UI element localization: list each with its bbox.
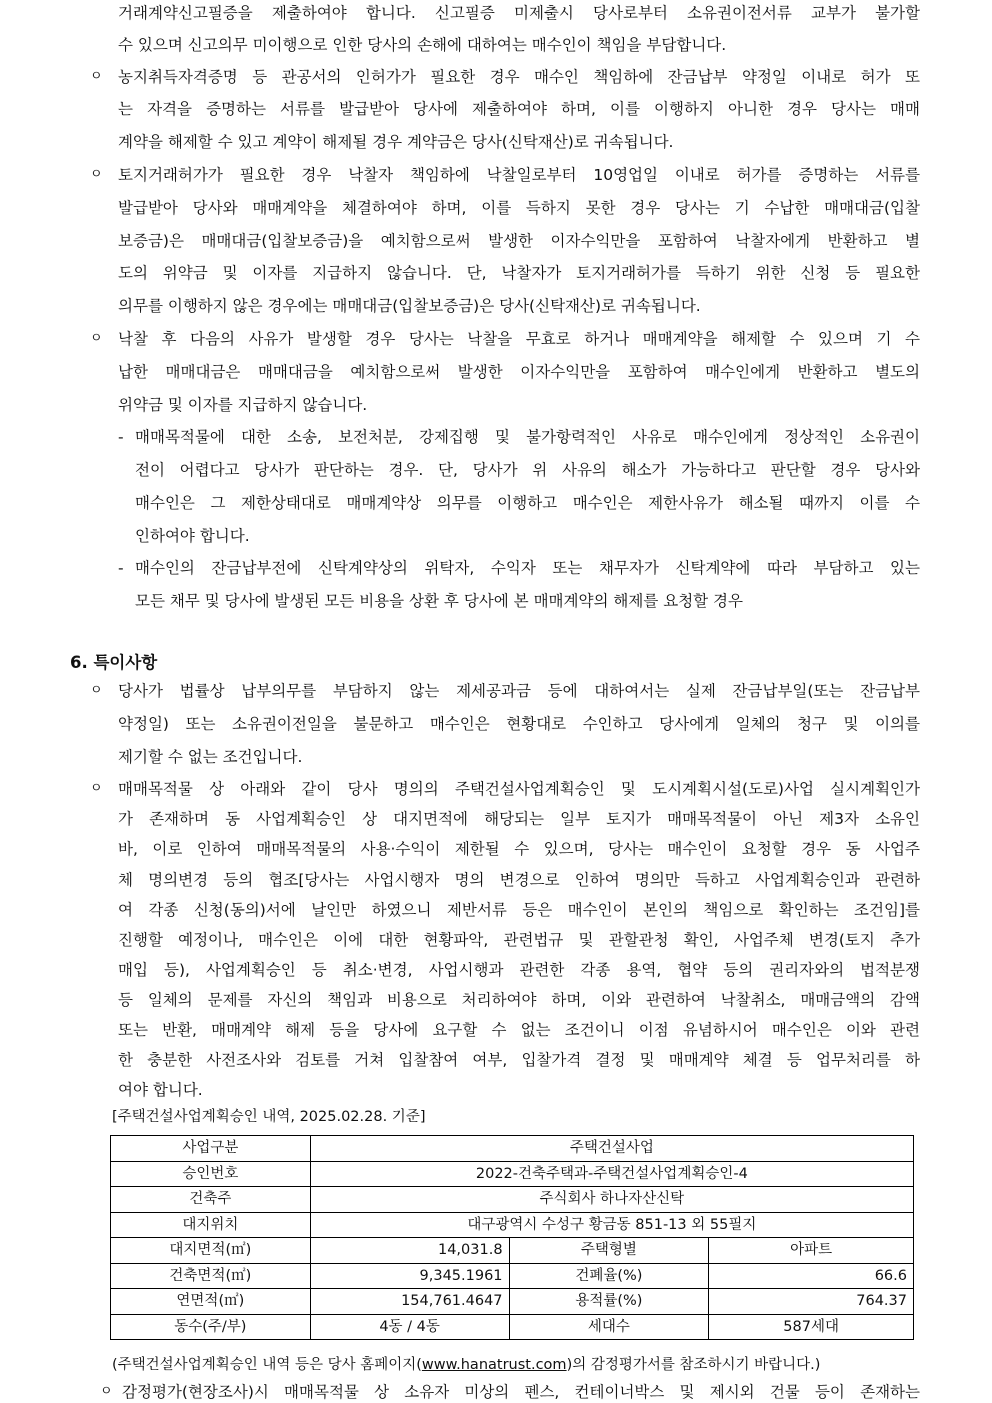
- table-row: [111, 1161, 914, 1187]
- table-value-cell: 66.6: [709, 1263, 914, 1289]
- text-line: 진행할 예정이나, 매수인은 이에 대한 현황파악, 관련법규 및 관할관청 확인, 사업주체 변경(토지 추가: [118, 931, 920, 949]
- table-row: [111, 1212, 914, 1238]
- table-row: [111, 1238, 914, 1264]
- table-label-cell: 동수(주/부): [111, 1314, 311, 1340]
- table-row: [111, 1187, 914, 1213]
- text-line: 농지취득자격증명 등 관공서의 인허가가 필요한 경우 매수인 책임하에 잔금납부 약정일 이내로 허가 또: [118, 68, 920, 86]
- table-footnote: [112, 1354, 820, 1376]
- text-line: 매매목적물 상 아래와 같이 당사 명의의 주택건설사업계획승인 및 도시계획시설(도로)사업 실시계획인가: [118, 780, 920, 798]
- text-line: 위약금 및 이자를 지급하지 않습니다.: [118, 396, 368, 414]
- table-label-cell: 대지위치: [111, 1212, 311, 1238]
- text-line: 도의 위약금 및 이자를 지급하지 않습니다. 단, 낙찰자가 토지거래허가를 득하기 위한 신청 등 필요한: [118, 264, 920, 282]
- bullet-symbol: ㅇ: [90, 331, 103, 346]
- footnote-text: (주택건설사업계획승인 내역 등은 당사 홈페이지(: [112, 1357, 422, 1373]
- table-value-cell: 9,345.1961: [310, 1263, 509, 1289]
- bullet-symbol: ㅇ: [90, 69, 103, 84]
- table-label-cell: 세대수: [509, 1314, 709, 1340]
- table-value-cell: 764.37: [709, 1289, 914, 1315]
- table-label-cell: 건축주: [111, 1187, 311, 1213]
- text-line: 체 명의변경 등의 협조[당사는 사업시행자 명의 변경으로 인하여 명의만 득하고 사업계획승인과 관련하: [118, 871, 920, 889]
- footnote-text: )의 감정평가서를 참조하시기 바랍니다.): [566, 1357, 821, 1373]
- text-line: 약정일) 또는 소유권이전일을 불문하고 매수인은 현황대로 수인하고 당사에게 일체의 청구 및 이의를: [118, 715, 920, 733]
- text-line: 제기할 수 없는 조건입니다.: [118, 748, 303, 766]
- table-label-cell: 건폐율(%): [509, 1263, 709, 1289]
- table-value-cell: 주택건설사업: [310, 1136, 913, 1162]
- table-value-cell: 14,031.8: [310, 1238, 509, 1264]
- homepage-link[interactable]: www.hanatrust.com: [421, 1357, 567, 1373]
- text-line: 보증금)은 매매대금(입찰보증금)을 예치함으로써 발생한 이자수익만을 포함하여 낙찰자에게 반환하고 별: [118, 232, 920, 250]
- table-label-cell: 사업구분: [111, 1136, 311, 1162]
- text-line: 는 자격을 증명하는 서류를 발급받아 당사에 제출하여야 하며, 이를 이행하지 아니한 경우 당사는 매매: [118, 100, 920, 118]
- table-value-cell: 아파트: [709, 1238, 914, 1264]
- text-line: 발급받아 당사와 매매계약을 체결하여야 하며, 이를 득하지 못한 경우 당사는 기 수납한 매매대금(입찰: [118, 199, 920, 217]
- table-label-cell: 용적률(%): [509, 1289, 709, 1315]
- text-line: 또는 반환, 매매계약 해제 등을 당사에 요구할 수 없는 조건이니 이점 유념하시어 매수인은 이와 관련: [118, 1021, 920, 1039]
- dash-symbol: -: [118, 428, 124, 446]
- text-line: 가 존재하며 동 사업계획승인 상 대지면적에 해당되는 일부 토지가 매매목적물이 아닌 제3자 소유인: [118, 810, 920, 828]
- text-line: 감정평가(현장조사)시 매매목적물 상 소유자 미상의 펜스, 컨테이너박스 및 제시외 건물 등이 존재하는: [122, 1383, 920, 1401]
- text-line: 전이 어렵다고 당사가 판단하는 경우. 단, 당사가 위 사유의 해소가 가능하다고 판단할 경우 당사와: [135, 461, 920, 479]
- text-line: 토지거래허가가 필요한 경우 낙찰자 책임하에 낙찰일로부터 10영업일 이내로 허가를 증명하는 서류를: [118, 166, 920, 184]
- table-row: [111, 1263, 914, 1289]
- table-label-cell: 승인번호: [111, 1161, 311, 1187]
- bullet-symbol: ㅇ: [100, 1384, 113, 1399]
- section-heading: 6. 특이사항: [70, 653, 158, 672]
- text-line: 매수인의 잔금납부전에 신탁계약상의 위탁자, 수익자 또는 채무자가 신탁계약에 따라 부담하고 있는: [135, 559, 920, 577]
- text-line: 한 충분한 사전조사와 검토를 거쳐 입찰참여 여부, 입찰가격 결정 및 매매계약 체결 등 업무처리를 하: [118, 1051, 920, 1069]
- table-row: [111, 1289, 914, 1315]
- table-value-cell: 2022-건축주택과-주택건설사업계획승인-4: [310, 1161, 913, 1187]
- text-line: 거래계약신고필증을 제출하여야 합니다. 신고필증 미제출시 당사로부터 소유권이전서류 교부가 불가할: [118, 4, 920, 22]
- text-line: 당사가 법률상 납부의무를 부담하지 않는 제세공과금 등에 대하여서는 실제 잔금납부일(또는 잔금납부: [118, 682, 920, 700]
- text-line: 매입 등), 사업계획승인 등 취소·변경, 사업시행과 관련한 각종 용역, 협약 등의 권리자와의 법적분쟁: [118, 961, 920, 979]
- table-value-cell: 주식회사 하나자산신탁: [310, 1187, 913, 1213]
- text-line: 수 있으며 신고의무 미이행으로 인한 당사의 손해에 대하여는 매수인이 책임을 부담합니다.: [118, 36, 727, 54]
- table-row: [111, 1314, 914, 1340]
- text-line: 계약을 해제할 수 있고 계약이 해제될 경우 계약금은 당사(신탁재산)로 귀속됩니다.: [118, 133, 674, 151]
- text-line: 의무를 이행하지 않은 경우에는 매매대금(입찰보증금)은 당사(신탁재산)로 귀속됩니다.: [118, 297, 701, 315]
- table-value-cell: 대구광역시 수성구 황금동 851-13 외 55필지: [310, 1212, 913, 1238]
- table-value-cell: 587세대: [709, 1314, 914, 1340]
- text-line: 인하여야 합니다.: [135, 527, 250, 545]
- text-line: 바, 이로 인하여 매매목적물의 사용·수익이 제한될 수 있으며, 당사는 매수인이 요청할 경우 동 사업주: [118, 840, 920, 858]
- text-line: 납한 매매대금은 매매대금을 예치함으로써 발생한 이자수익만을 포함하여 매수인에게 반환하고 별도의: [118, 363, 920, 381]
- text-line: 여야 합니다.: [118, 1081, 203, 1099]
- table-label-cell: 건축면적(㎡): [111, 1263, 311, 1289]
- bullet-symbol: ㅇ: [90, 167, 103, 182]
- bullet-symbol: ㅇ: [90, 683, 103, 698]
- table-value-cell: 154,761.4647: [310, 1289, 509, 1315]
- text-line: 매매목적물에 대한 소송, 보전처분, 강제집행 및 불가항력적인 사유로 매수인에게 정상적인 소유권이: [135, 428, 920, 446]
- text-line: 모든 채무 및 당사에 발생된 모든 비용을 상환 후 당사에 본 매매계약의 해제를 요청할 경우: [135, 592, 744, 610]
- table-value-cell: 4동 / 4동: [310, 1314, 509, 1340]
- table-row: [111, 1136, 914, 1162]
- table-label-cell: 대지면적(㎡): [111, 1238, 311, 1264]
- table-label-cell: 연면적(㎡): [111, 1289, 311, 1315]
- approval-table: [110, 1135, 914, 1340]
- bullet-symbol: ㅇ: [90, 781, 103, 796]
- text-line: 등 일체의 문제를 자신의 책임과 비용으로 처리하여야 하며, 이와 관련하여 낙찰취소, 매매금액의 감액: [118, 991, 920, 1009]
- dash-symbol: -: [118, 559, 124, 577]
- table-caption: [주택건설사업계획승인 내역, 2025.02.28. 기준]: [112, 1109, 426, 1125]
- text-line: 여 각종 신청(동의)서에 날인만 하였으니 제반서류 등은 매수인이 본인의 책임으로 확인하는 조건임]를: [118, 901, 920, 919]
- table-label-cell: 주택형별: [509, 1238, 709, 1264]
- text-line: 낙찰 후 다음의 사유가 발생할 경우 당사는 낙찰을 무효로 하거나 매매계약을 해제할 수 있으며 기 수: [118, 330, 920, 348]
- text-line: 매수인은 그 제한상태대로 매매계약상 의무를 이행하고 매수인은 제한사유가 해소될 때까지 이를 수: [135, 494, 920, 512]
